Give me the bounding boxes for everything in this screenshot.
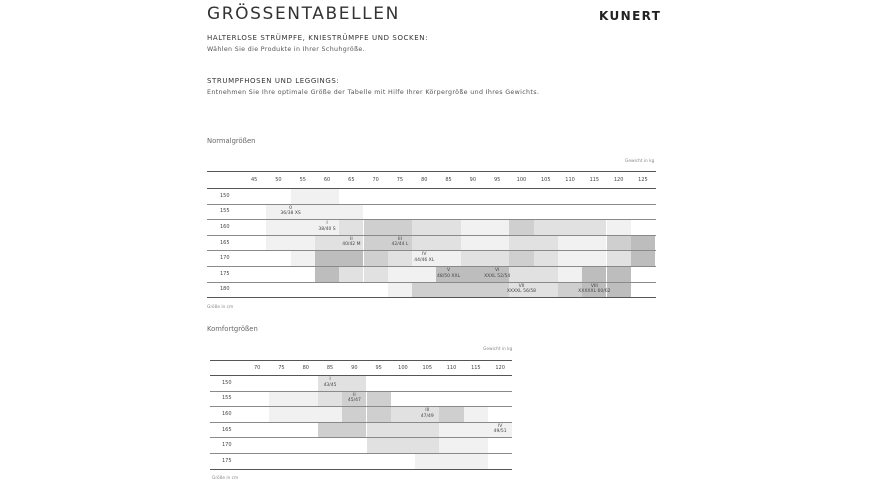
- shade-cell: [439, 422, 463, 438]
- shade-cell: [367, 406, 391, 422]
- shade-cell: [315, 250, 339, 266]
- shade-cell: [318, 406, 342, 422]
- size-value: 40/42 M: [342, 242, 361, 248]
- row-header-height: 165: [222, 426, 232, 433]
- column-header-weight: 80: [302, 364, 309, 371]
- size-roman: II: [350, 236, 353, 242]
- size-value: 43/45: [323, 382, 337, 388]
- row-rule: [207, 204, 656, 205]
- size-value: 47/49: [420, 413, 434, 419]
- shade-cell: [582, 235, 606, 251]
- shade-cell: [342, 422, 366, 438]
- shade-cell: [291, 235, 315, 251]
- row-rule: [207, 235, 656, 236]
- column-header-weight: 105: [422, 364, 433, 371]
- shade-cell: [558, 219, 582, 235]
- shade-cell: [607, 266, 631, 282]
- shade-cell: [509, 250, 533, 266]
- shade-cell: [558, 235, 582, 251]
- row-rule: [210, 391, 512, 392]
- column-header-weight: 75: [278, 364, 285, 371]
- shade-cell: [412, 282, 436, 298]
- column-header-weight: 55: [299, 176, 306, 183]
- row-rule: [207, 266, 656, 267]
- row-header-height: 155: [220, 208, 230, 215]
- shade-cell: [461, 250, 485, 266]
- row-header-height: 150: [220, 192, 230, 199]
- section-text-tights: Entnehmen Sie Ihre optimale Größe der Tabelle mit Hilfe Ihrer Körpergröße und Ihres Gewichts.: [207, 89, 540, 96]
- column-header-weight: 70: [253, 364, 261, 371]
- column-header-weight: 125: [638, 176, 648, 183]
- shade-cell: [367, 437, 391, 453]
- column-header-weight: 90: [469, 176, 477, 183]
- size-value: 36/38 XS: [280, 211, 301, 217]
- shade-cell: [485, 235, 509, 251]
- row-header-height: 160: [222, 411, 232, 417]
- row-header-height: 160: [220, 224, 230, 230]
- column-header-weight: 95: [493, 176, 501, 183]
- column-header-weight: 95: [375, 364, 382, 371]
- column-header-weight: 65: [348, 176, 355, 183]
- row-header-height: 165: [220, 239, 230, 246]
- size-value: 45/47: [347, 398, 361, 404]
- shade-cell: [339, 266, 363, 282]
- shade-cell: [391, 422, 415, 438]
- column-header-weight: 110: [446, 364, 457, 371]
- shade-cell: [485, 250, 509, 266]
- shade-cell: [631, 250, 655, 266]
- shade-cell: [509, 235, 533, 251]
- shade-cell: [269, 406, 293, 422]
- row-header-height: 175: [222, 457, 232, 464]
- size-value: 49/51: [493, 429, 507, 435]
- size-label: [470, 424, 530, 435]
- shade-cell: [485, 219, 509, 235]
- size-value: 38/40 S: [318, 226, 336, 232]
- size-roman: IV: [422, 252, 427, 258]
- shade-cell: [558, 250, 582, 266]
- shade-cell: [318, 422, 342, 438]
- shade-cell: [291, 250, 315, 266]
- shade-cell: [364, 250, 388, 266]
- row-rule: [210, 469, 512, 470]
- normal-weight-label: Gewicht in kg: [625, 159, 655, 164]
- size-value: XXXXL 56/58: [506, 289, 537, 295]
- comfort-sizes-title: Komfortgrößen: [207, 325, 258, 333]
- shade-cell: [388, 282, 412, 298]
- column-header-weight: 100: [516, 176, 527, 183]
- size-label: [300, 377, 360, 388]
- row-rule: [210, 422, 512, 423]
- column-header-weight: 100: [398, 364, 408, 371]
- row-rule: [207, 188, 656, 189]
- column-header-weight: 70: [372, 176, 379, 183]
- size-roman: VI: [494, 268, 500, 273]
- size-value: 42/44 L: [391, 242, 409, 248]
- shade-cell: [315, 266, 339, 282]
- row-rule: [207, 219, 656, 220]
- column-header-weight: 115: [589, 176, 600, 183]
- row-rule: [210, 453, 512, 454]
- row-header-height: 175: [220, 270, 230, 277]
- size-roman: V: [447, 268, 451, 273]
- column-header-weight: 105: [540, 176, 551, 183]
- size-value: XXXL 52/54: [484, 273, 511, 279]
- row-rule: [207, 282, 656, 283]
- shade-cell: [534, 219, 558, 235]
- shade-cell: [558, 266, 582, 282]
- shade-cell: [415, 422, 439, 438]
- shade-cell: [294, 406, 318, 422]
- page-title: GRÖSSENTABELLEN: [207, 4, 400, 24]
- shade-cell: [266, 219, 290, 235]
- shade-cell: [294, 391, 318, 407]
- size-label: [467, 268, 527, 279]
- shade-cell: [439, 437, 463, 453]
- brand-logo: KUNERT: [599, 9, 662, 23]
- shade-cell: [461, 219, 485, 235]
- size-roman: IV: [497, 423, 503, 429]
- shade-cell: [412, 219, 436, 235]
- comfort-weight-label: Gewicht in kg: [483, 347, 513, 352]
- shade-cell: [461, 282, 485, 298]
- shade-cell: [464, 453, 488, 469]
- shade-cell: [342, 406, 366, 422]
- shade-cell: [607, 219, 631, 235]
- size-roman: I: [326, 221, 328, 227]
- shade-cell: [339, 204, 363, 220]
- shade-cell: [415, 437, 439, 453]
- shade-cell: [436, 219, 460, 235]
- shade-cell: [388, 266, 412, 282]
- column-header-weight: 120: [613, 176, 624, 183]
- section-heading-tights: STRUMPFHOSEN UND LEGGINGS:: [207, 77, 340, 85]
- column-header-weight: 85: [445, 176, 452, 183]
- shade-cell: [582, 266, 606, 282]
- size-roman: III: [425, 408, 430, 414]
- shade-cell: [367, 422, 391, 438]
- size-roman: VIII: [590, 283, 598, 289]
- section-heading-socks: HALTERLOSE STRÜMPFE, KNIESTRÜMPFE UND SOCKEN:: [207, 34, 429, 42]
- column-header-weight: 75: [396, 176, 404, 183]
- size-value: XXXXXL 60/62: [578, 289, 611, 295]
- size-label: [397, 408, 457, 419]
- column-header-weight: 50: [275, 176, 282, 183]
- size-value: 48/50 XXL: [437, 273, 461, 279]
- size-roman: VII: [518, 283, 525, 289]
- row-header-height: 150: [222, 379, 232, 386]
- section-text-socks: Wählen Sie die Produkte in Ihrer Schuhgröße.: [207, 46, 365, 53]
- row-header-height: 170: [222, 442, 232, 449]
- row-header-height: 155: [222, 395, 232, 402]
- shade-cell: [534, 235, 558, 251]
- column-header-weight: 110: [565, 176, 575, 183]
- shade-cell: [607, 235, 631, 251]
- shade-cell: [436, 282, 460, 298]
- shade-cell: [364, 266, 388, 282]
- shade-cell: [291, 188, 315, 204]
- shade-cell: [269, 391, 293, 407]
- shade-cell: [607, 250, 631, 266]
- column-header-weight: 45: [250, 176, 258, 183]
- shade-cell: [461, 235, 485, 251]
- shade-cell: [509, 219, 533, 235]
- column-header-weight: 85: [326, 364, 334, 371]
- column-header-weight: 90: [351, 364, 358, 371]
- shade-cell: [415, 453, 439, 469]
- size-label: [324, 393, 384, 404]
- shade-cell: [266, 235, 290, 251]
- shade-cell: [436, 235, 460, 251]
- row-header-height: 170: [220, 255, 230, 262]
- shade-cell: [339, 250, 363, 266]
- normal-sizes-title: Normalgrößen: [207, 137, 256, 145]
- shade-cell: [582, 219, 606, 235]
- size-label: [261, 206, 321, 217]
- table-top-rule: [210, 360, 512, 361]
- size-label: [491, 284, 551, 295]
- shade-cell: [391, 437, 415, 453]
- row-rule: [207, 250, 656, 251]
- size-label: [394, 252, 454, 263]
- normal-height-label: Größe in cm: [207, 305, 234, 310]
- shade-cell: [439, 453, 463, 469]
- table-top-rule: [207, 171, 656, 172]
- shade-cell: [534, 266, 558, 282]
- shade-cell: [315, 188, 339, 204]
- column-header-weight: 115: [471, 364, 481, 371]
- size-roman: 0: [289, 205, 293, 211]
- shade-cell: [464, 406, 488, 422]
- size-label: [564, 284, 624, 295]
- row-header-height: 180: [220, 286, 230, 293]
- size-roman: III: [397, 236, 402, 242]
- row-rule: [210, 375, 512, 376]
- column-header-weight: 60: [323, 176, 331, 183]
- row-rule: [210, 437, 512, 438]
- comfort-height-label: Größe in cm: [212, 476, 239, 481]
- shade-cell: [631, 235, 655, 251]
- row-rule: [210, 406, 512, 407]
- size-roman: I: [329, 377, 331, 382]
- shade-cell: [388, 219, 412, 235]
- size-label: [297, 221, 357, 232]
- shade-cell: [534, 250, 558, 266]
- size-roman: II: [353, 392, 356, 398]
- row-rule: [207, 297, 656, 298]
- column-header-weight: 80: [421, 176, 428, 183]
- shade-cell: [364, 219, 388, 235]
- shade-cell: [582, 250, 606, 266]
- column-header-weight: 120: [495, 364, 505, 371]
- size-label: [370, 237, 430, 248]
- size-value: 44/46 XL: [414, 257, 435, 263]
- shade-cell: [464, 437, 488, 453]
